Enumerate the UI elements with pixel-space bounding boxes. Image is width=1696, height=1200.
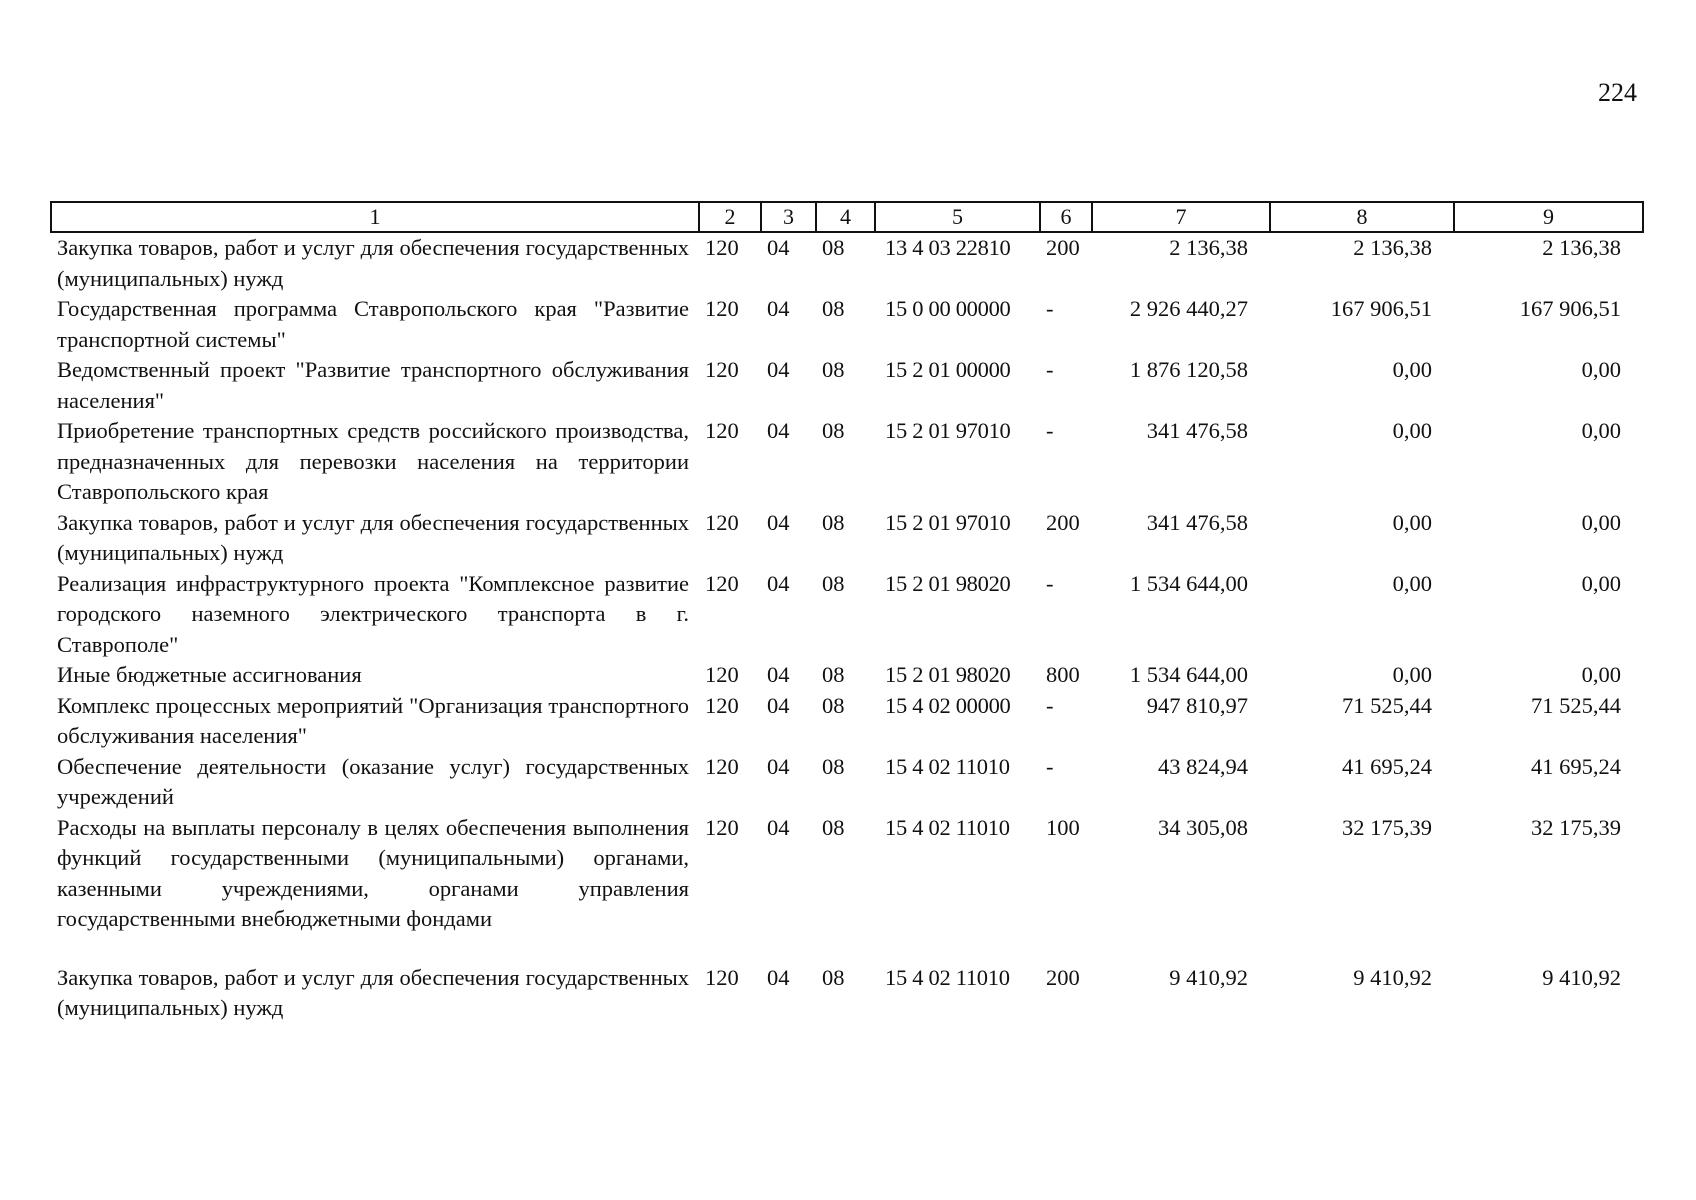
row-name: Иные бюджетные ассигнования [57,662,362,687]
header-row [51,202,1643,232]
amount-col-9: 167 906,51 [1519,296,1621,321]
target-article-code: 15 4 02 11010 [885,964,1010,990]
ministry-code: 120 [705,418,739,443]
subsection-code: 08 [822,814,845,840]
section-code: 04 [767,753,790,779]
amount-col-7: 341 476,58 [1146,509,1248,535]
ministry-code: 120 [705,814,739,840]
amount-col-9: 0,00 [1581,509,1621,535]
target-article-code: 15 4 02 00000 [885,692,1011,718]
table-header [51,202,1643,232]
amount-col-7: 341 476,58 [1146,418,1248,443]
budget-table-container [50,201,1642,1024]
blank-cell [51,935,1643,963]
table-row [51,963,1643,1024]
table-row [51,416,1643,508]
column-header-2: 2 [699,202,761,232]
table-body [51,232,1643,1024]
subsection-code: 08 [822,570,845,596]
ministry-code: 120 [705,692,739,718]
amount-col-9: 41 695,24 [1531,753,1621,779]
subsection-code: 08 [822,692,845,718]
amount-col-7: 1 534 644,00 [1129,662,1248,687]
column-header-5: 5 [875,202,1040,232]
expense-type-code: 200 [1046,964,1080,990]
expense-type-code: - [1046,692,1054,718]
section-code: 04 [767,814,790,840]
amount-col-8: 167 906,51 [1330,296,1432,321]
section-code: 04 [767,509,790,535]
target-article-code: 15 2 01 97010 [885,509,1011,535]
ministry-code: 120 [705,296,739,321]
amount-col-8: 71 525,44 [1342,692,1432,718]
section-code: 04 [767,662,790,687]
section-code: 04 [767,357,790,382]
row-name: Закупка товаров, работ и услуг для обеспечения государственных (муниципальных) нужд [57,964,689,1020]
amount-col-7: 2 926 440,27 [1129,296,1248,321]
row-name: Приобретение транспортных средств российского производства, предназначенных для перевозки населения на территории Ставропольского края [57,418,689,504]
amount-col-8: 0,00 [1392,662,1432,687]
ministry-code: 120 [705,964,739,990]
column-header-7: 7 [1092,202,1270,232]
blank-row [51,935,1643,963]
target-article-code: 13 4 03 22810 [885,235,1011,260]
expense-type-code: - [1046,296,1054,321]
amount-col-9: 32 175,39 [1531,814,1621,840]
row-name: Закупка товаров, работ и услуг для обеспечения государственных (муниципальных) нужд [57,509,689,565]
table-row [51,752,1643,813]
subsection-code: 08 [822,418,845,443]
amount-col-8: 0,00 [1392,509,1432,535]
amount-col-7: 43 824,94 [1158,753,1248,779]
amount-col-7: 947 810,97 [1146,692,1248,718]
row-name: Комплекс процессных мероприятий "Организация транспортного обслуживания населения" [57,692,689,748]
section-code: 04 [767,296,790,321]
row-name: Расходы на выплаты персоналу в целях обеспечения выполнения функций государственными (муниципальными) органами, казенными учреждениями, органами управления государственными внебюджетными фондами [57,814,689,931]
amount-col-7: 34 305,08 [1158,814,1248,840]
table-row [51,294,1643,355]
target-article-code: 15 4 02 11010 [885,814,1010,840]
expense-type-code: 200 [1046,235,1080,260]
subsection-code: 08 [822,357,845,382]
subsection-code: 08 [822,296,845,321]
amount-col-7: 2 136,38 [1169,235,1248,260]
column-header-6: 6 [1040,202,1092,232]
row-name: Обеспечение деятельности (оказание услуг) государственных учреждений [57,753,689,809]
ministry-code: 120 [705,357,739,382]
ministry-code: 120 [705,662,739,687]
amount-col-8: 41 695,24 [1342,753,1432,779]
subsection-code: 08 [822,753,845,779]
table-row [51,508,1643,569]
subsection-code: 08 [822,662,845,687]
amount-col-8: 32 175,39 [1342,814,1432,840]
target-article-code: 15 2 01 98020 [885,570,1011,596]
amount-col-9: 0,00 [1581,357,1621,382]
amount-col-8: 2 136,38 [1353,235,1432,260]
amount-col-7: 1 876 120,58 [1129,357,1248,382]
budget-table [50,201,1644,1024]
ministry-code: 120 [705,570,739,596]
section-code: 04 [767,235,790,260]
amount-col-8: 0,00 [1392,570,1432,596]
column-header-9: 9 [1454,202,1643,232]
column-header-1: 1 [51,202,699,232]
table-row [51,660,1643,691]
expense-type-code: - [1046,753,1054,779]
target-article-code: 15 2 01 00000 [885,357,1011,382]
amount-col-7: 1 534 644,00 [1129,570,1248,596]
amount-col-9: 0,00 [1581,662,1621,687]
column-header-4: 4 [816,202,875,232]
expense-type-code: - [1046,418,1054,443]
amount-col-9: 71 525,44 [1531,692,1621,718]
amount-col-8: 9 410,92 [1353,964,1432,990]
target-article-code: 15 0 00 00000 [885,296,1011,321]
ministry-code: 120 [705,509,739,535]
amount-col-8: 0,00 [1392,357,1432,382]
ministry-code: 120 [705,753,739,779]
row-name: Ведомственный проект "Развитие транспортного обслуживания населения" [57,357,689,413]
section-code: 04 [767,418,790,443]
subsection-code: 08 [822,509,845,535]
expense-type-code: 200 [1046,509,1080,535]
subsection-code: 08 [822,964,845,990]
table-row [51,232,1643,294]
expense-type-code: - [1046,357,1054,382]
amount-col-9: 2 136,38 [1542,235,1621,260]
table-row [51,813,1643,935]
target-article-code: 15 2 01 97010 [885,418,1011,443]
section-code: 04 [767,964,790,990]
table-row [51,355,1643,416]
amount-col-9: 0,00 [1581,418,1621,443]
row-name: Реализация инфраструктурного проекта "Комплексное развитие городского наземного электрического транспорта в г. Ставрополе" [57,570,689,657]
target-article-code: 15 2 01 98020 [885,662,1011,687]
amount-col-9: 0,00 [1581,570,1621,596]
amount-col-7: 9 410,92 [1169,964,1248,990]
target-article-code: 15 4 02 11010 [885,753,1010,779]
page-number: 224 [1598,78,1637,107]
table-row [51,691,1643,752]
expense-type-code: 800 [1046,662,1080,687]
ministry-code: 120 [705,235,739,260]
amount-col-9: 9 410,92 [1542,964,1621,990]
expense-type-code: 100 [1046,814,1080,840]
row-name: Государственная программа Ставропольского края "Развитие транспортной системы" [57,296,689,352]
amount-col-8: 0,00 [1392,418,1432,443]
column-header-3: 3 [761,202,816,232]
section-code: 04 [767,570,790,596]
subsection-code: 08 [822,235,845,260]
table-row [51,569,1643,661]
expense-type-code: - [1046,570,1054,596]
row-name: Закупка товаров, работ и услуг для обеспечения государственных (муниципальных) нужд [57,235,689,291]
column-header-8: 8 [1270,202,1454,232]
section-code: 04 [767,692,790,718]
